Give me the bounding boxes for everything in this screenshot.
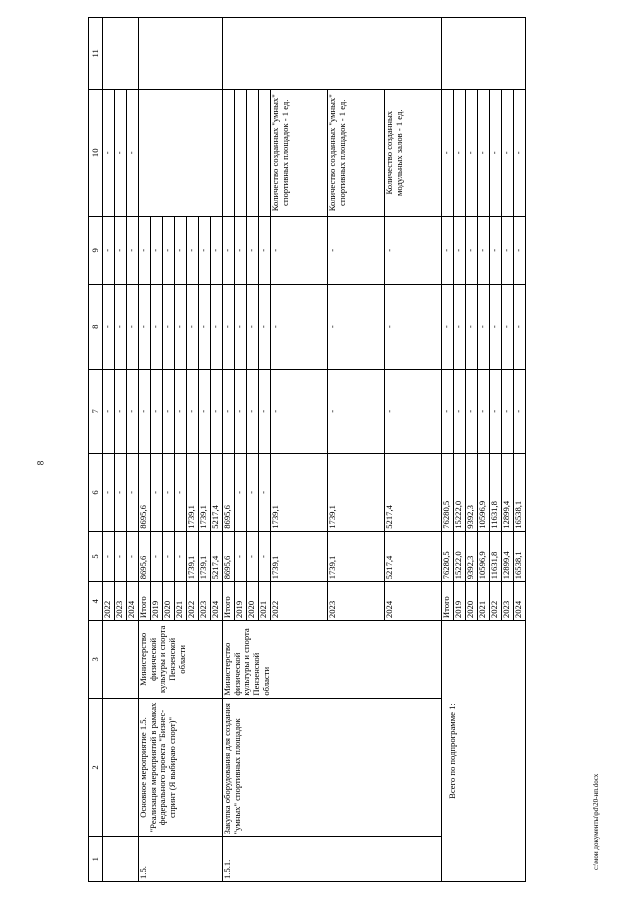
value-cell: 1739,1 [328, 531, 385, 582]
value-cell: - [247, 216, 259, 284]
value-cell: - [115, 454, 127, 532]
value-cell: - [103, 89, 115, 216]
value-cell: - [127, 89, 139, 216]
value-cell: - [478, 369, 490, 454]
year-cell: 2019 [151, 582, 163, 621]
value-cell: 5217,4 [385, 531, 442, 582]
value-cell: - [514, 89, 526, 216]
value-cell: - [163, 454, 175, 532]
value-cell: - [115, 284, 127, 369]
value-cell: - [442, 369, 454, 454]
header-cell: 10 [89, 89, 103, 216]
value-cell: - [235, 531, 247, 582]
value-cell: 1739,1 [187, 531, 199, 582]
table-row [223, 18, 235, 882]
value-cell: - [328, 284, 385, 369]
value-cell: - [235, 369, 247, 454]
table-row [103, 18, 115, 882]
value-cell: - [271, 369, 328, 454]
value-cell: - [115, 216, 127, 284]
value-cell: - [151, 216, 163, 284]
year-cell: 2023 [199, 582, 211, 621]
value-cell: - [211, 216, 223, 284]
value-cell: - [151, 284, 163, 369]
year-cell: 2024 [514, 582, 526, 621]
header-cell: 6 [89, 454, 103, 532]
header-cell: 5 [89, 531, 103, 582]
empty-cell [103, 18, 139, 90]
value-cell: - [454, 216, 466, 284]
value-cell: 8695,6 [139, 454, 151, 532]
value-cell: 11631,8 [490, 454, 502, 532]
year-cell: 2023 [328, 582, 385, 621]
value-cell: - [442, 284, 454, 369]
value-cell: - [454, 89, 466, 216]
value-cell: - [259, 216, 271, 284]
value-cell: - [151, 531, 163, 582]
value-cell: - [466, 369, 478, 454]
value-cell: - [466, 89, 478, 216]
item-name: Основное мероприятие 1.5. "Реализация мероприятий в рамках федерального проекта "Бизнес-спринт (Я выбираю спорт)" [139, 698, 223, 837]
header-cell: 3 [89, 621, 103, 699]
value-cell: - [223, 369, 235, 454]
value-cell: 1739,1 [328, 454, 385, 532]
value-cell: - [127, 369, 139, 454]
value-cell: - [328, 216, 385, 284]
value-cell: 12899,4 [502, 454, 514, 532]
value-cell: - [175, 369, 187, 454]
year-cell: 2024 [127, 582, 139, 621]
value-cell: - [115, 369, 127, 454]
value-cell: 8695,6 [223, 454, 235, 532]
result-cell [247, 89, 259, 216]
value-cell: 16538,1 [514, 454, 526, 532]
value-cell: - [514, 284, 526, 369]
value-cell: 5217,4 [211, 454, 223, 532]
year-cell: 2024 [211, 582, 223, 621]
item-number: 1.5.1. [223, 837, 442, 882]
year-cell: 2024 [385, 582, 442, 621]
value-cell: - [163, 284, 175, 369]
year-cell: Итого [139, 582, 151, 621]
value-cell: - [139, 369, 151, 454]
value-cell: - [115, 89, 127, 216]
header-cell: 2 [89, 698, 103, 837]
value-cell: 9392,3 [466, 454, 478, 532]
value-cell: - [502, 216, 514, 284]
value-cell: - [199, 284, 211, 369]
value-cell: - [478, 284, 490, 369]
empty-cell [139, 18, 223, 90]
header-cell: 7 [89, 369, 103, 454]
value-cell: - [442, 216, 454, 284]
value-cell: - [259, 284, 271, 369]
value-cell: - [103, 216, 115, 284]
value-cell: - [490, 284, 502, 369]
year-cell: Итого [442, 582, 454, 621]
value-cell: - [247, 454, 259, 532]
value-cell: - [187, 369, 199, 454]
value-cell: - [139, 284, 151, 369]
header-cell: 9 [89, 216, 103, 284]
value-cell: - [490, 216, 502, 284]
year-cell: 2022 [271, 582, 328, 621]
year-cell: 2021 [175, 582, 187, 621]
value-cell: - [259, 454, 271, 532]
value-cell: - [271, 216, 328, 284]
value-cell: 76280,5 [442, 531, 454, 582]
page-number: 8 [35, 460, 46, 466]
result-cell [259, 89, 271, 216]
value-cell: - [127, 531, 139, 582]
value-cell: - [502, 369, 514, 454]
empty-cell [442, 18, 526, 90]
value-cell: 10596,9 [478, 531, 490, 582]
total-label: Всего по подпрограмме 1: [442, 621, 526, 882]
empty-cell [223, 18, 442, 90]
empty-cell [139, 89, 223, 216]
value-cell: - [199, 369, 211, 454]
value-cell: - [502, 284, 514, 369]
value-cell: 5217,4 [385, 454, 442, 532]
year-cell: 2020 [163, 582, 175, 621]
header-cell: 4 [89, 582, 103, 621]
footer-file-path: c:\мои документы\pd\20-нп.docx [592, 773, 600, 870]
value-cell: - [385, 216, 442, 284]
value-cell: 12899,4 [502, 531, 514, 582]
year-cell: Итого [223, 582, 235, 621]
item-executor: Министерство физической культуры и спорта Пензенской области [139, 621, 223, 699]
value-cell: - [151, 454, 163, 532]
result-cell: Количество созданных "умных" спортивных площадок - 1 ед. [328, 89, 385, 216]
value-cell: - [478, 89, 490, 216]
value-cell: - [514, 216, 526, 284]
value-cell: - [211, 369, 223, 454]
value-cell: - [490, 89, 502, 216]
value-cell: - [103, 284, 115, 369]
value-cell: - [175, 531, 187, 582]
value-cell: - [502, 89, 514, 216]
value-cell: - [247, 369, 259, 454]
value-cell: - [211, 284, 223, 369]
value-cell: - [139, 216, 151, 284]
result-cell [223, 89, 235, 216]
result-cell: Количество созданных модульных залов - 1 ед. [385, 89, 442, 216]
table-row [442, 18, 454, 882]
value-cell: - [247, 284, 259, 369]
value-cell: 11631,8 [490, 531, 502, 582]
value-cell: - [454, 369, 466, 454]
value-cell: - [490, 369, 502, 454]
value-cell: 1739,1 [199, 454, 211, 532]
value-cell: 5217,4 [211, 531, 223, 582]
empty-cell [103, 621, 139, 699]
year-cell: 2021 [259, 582, 271, 621]
value-cell: - [442, 89, 454, 216]
value-cell: - [385, 369, 442, 454]
value-cell: 1739,1 [271, 531, 328, 582]
value-cell: - [328, 369, 385, 454]
table-row [139, 18, 151, 882]
year-cell: 2022 [187, 582, 199, 621]
value-cell: - [259, 369, 271, 454]
empty-cell [103, 698, 139, 837]
value-cell: 1739,1 [199, 531, 211, 582]
value-cell: - [103, 369, 115, 454]
value-cell: 1739,1 [187, 454, 199, 532]
value-cell: - [247, 531, 259, 582]
result-cell: Количество созданных "умных" спортивных площадок - 1 ед. [271, 89, 328, 216]
empty-cell [103, 837, 139, 882]
value-cell: - [271, 284, 328, 369]
year-cell: 2022 [490, 582, 502, 621]
value-cell: 8695,6 [223, 531, 235, 582]
value-cell: - [163, 369, 175, 454]
value-cell: - [454, 284, 466, 369]
value-cell: - [187, 216, 199, 284]
value-cell: - [187, 284, 199, 369]
year-cell: 2023 [115, 582, 127, 621]
year-cell: 2020 [466, 582, 478, 621]
value-cell: - [235, 284, 247, 369]
value-cell: - [115, 531, 127, 582]
value-cell: - [478, 216, 490, 284]
value-cell: - [175, 454, 187, 532]
value-cell: - [163, 531, 175, 582]
result-cell [235, 89, 247, 216]
value-cell: - [235, 216, 247, 284]
year-cell: 2023 [502, 582, 514, 621]
value-cell: - [235, 454, 247, 532]
value-cell: - [514, 369, 526, 454]
value-cell: 76280,5 [442, 454, 454, 532]
year-cell: 2022 [103, 582, 115, 621]
value-cell: - [163, 216, 175, 284]
value-cell: - [466, 284, 478, 369]
value-cell: 1739,1 [271, 454, 328, 532]
header-cell: 1 [89, 837, 103, 882]
item-name: Закупка оборудования для создания "умных" спортивных площадок [223, 698, 442, 837]
value-cell: 16538,1 [514, 531, 526, 582]
budget-table [88, 17, 526, 882]
value-cell: - [103, 454, 115, 532]
year-cell: 2021 [478, 582, 490, 621]
value-cell: - [223, 284, 235, 369]
rotated-table-container [88, 17, 582, 882]
year-cell: 2019 [454, 582, 466, 621]
item-executor: Министерство физической культуры и спорта Пензенской области [223, 621, 442, 699]
value-cell: - [385, 284, 442, 369]
header-row [89, 18, 103, 882]
value-cell: - [175, 284, 187, 369]
value-cell: - [466, 216, 478, 284]
value-cell: 10596,9 [478, 454, 490, 532]
value-cell: - [259, 531, 271, 582]
value-cell: - [127, 454, 139, 532]
value-cell: - [199, 216, 211, 284]
value-cell: - [151, 369, 163, 454]
value-cell: - [223, 216, 235, 284]
value-cell: 9392,3 [466, 531, 478, 582]
year-cell: 2020 [247, 582, 259, 621]
value-cell: - [103, 531, 115, 582]
year-cell: 2019 [235, 582, 247, 621]
value-cell: 15222,0 [454, 454, 466, 532]
header-cell: 8 [89, 284, 103, 369]
header-cell: 11 [89, 18, 103, 90]
item-number: 1.5. [139, 837, 223, 882]
value-cell: - [127, 216, 139, 284]
value-cell: 8695,6 [139, 531, 151, 582]
value-cell: 15222,0 [454, 531, 466, 582]
value-cell: - [175, 216, 187, 284]
value-cell: - [127, 284, 139, 369]
